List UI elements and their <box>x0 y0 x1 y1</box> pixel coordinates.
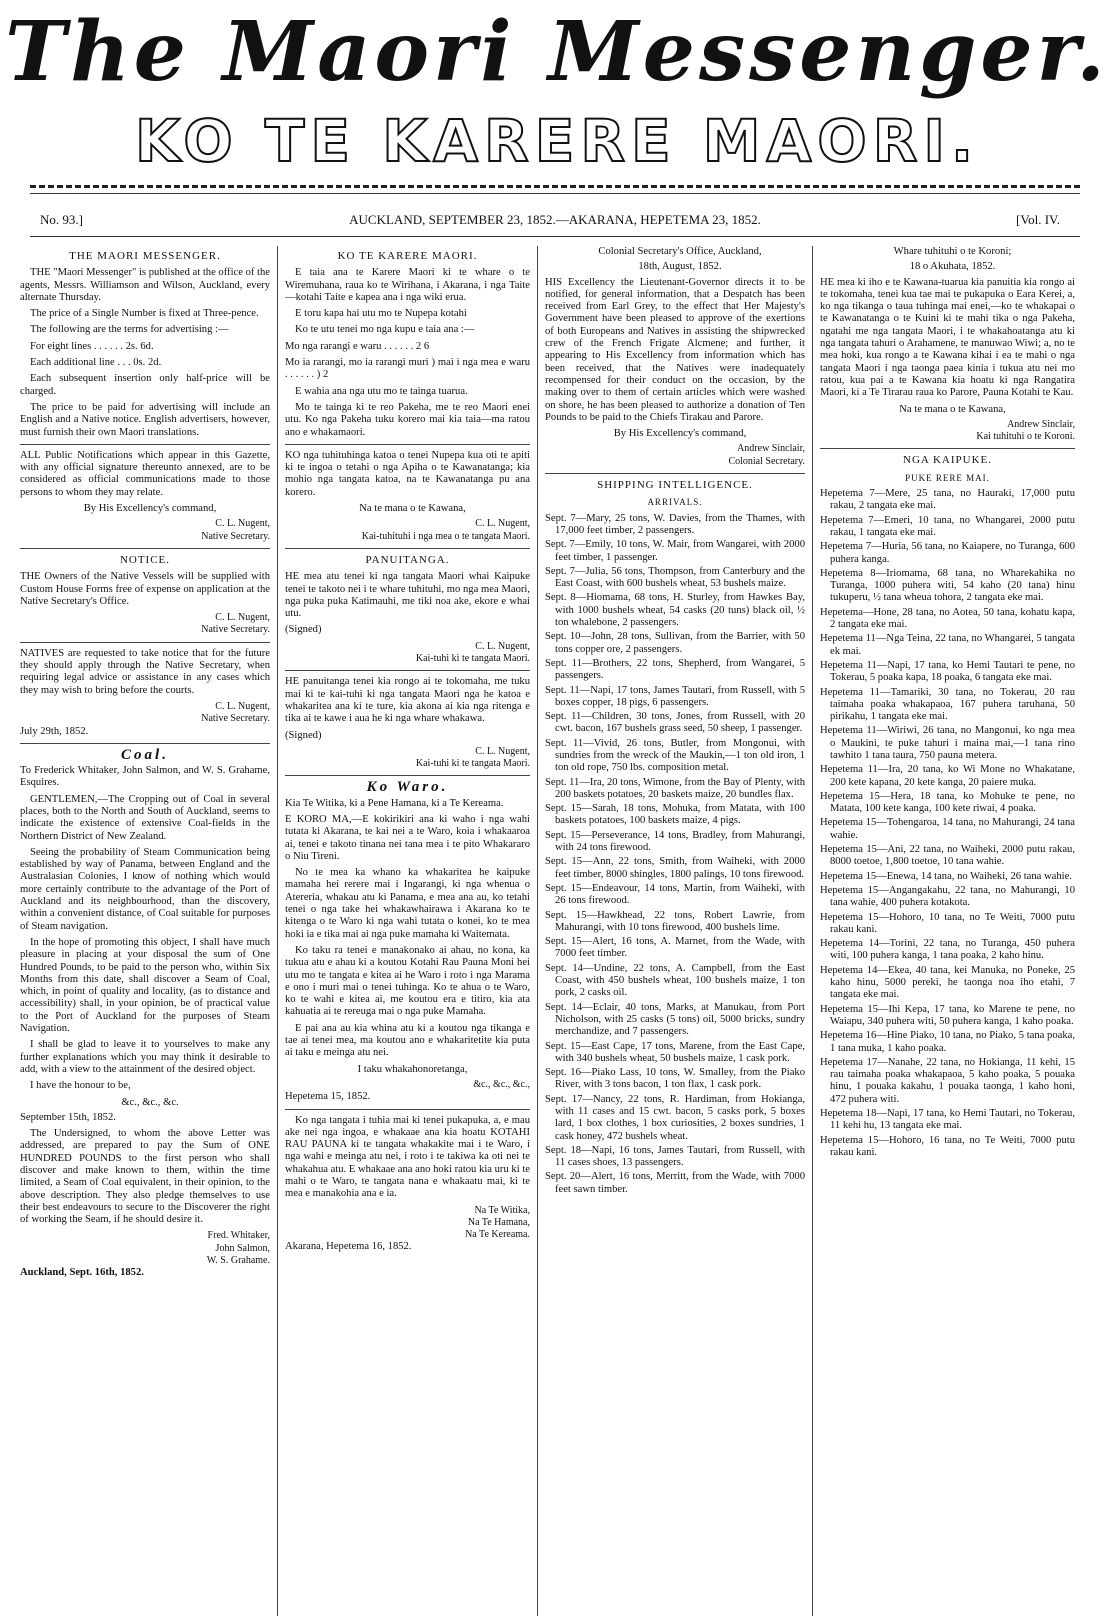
column-2 <box>285 246 530 1618</box>
section-heading: Coal. <box>121 746 169 763</box>
section-heading: PANUITANGA. <box>365 553 450 566</box>
signature-title: Native Secretary. <box>201 713 270 725</box>
column-divider <box>812 246 813 1616</box>
shipping-entry: Sept. 14—Eclair, 40 tons, Marks, at Manukau, from Port Nicholson, with 25 casks (5 tons) oil, 5000 bricks, sundry merchandize, and 7 passengers. <box>545 1001 805 1038</box>
paragraph: E wahia ana nga utu mo te tainga tuarua. <box>295 385 468 397</box>
signature: C. L. Nugent, <box>215 612 270 624</box>
shipping-entry: Hepetema 7—Huria, 56 tana, no Kaiapere, no Turanga, 600 puhera kanga. <box>820 541 1075 565</box>
paragraph: I shall be glad to leave it to yourselves to make any further explanations which you may think it desirable to add, with a view to the attainment of the desired object. <box>20 1039 270 1075</box>
paragraph: No te mea ka whano ka whakaritea he kaipuke mamaha hei rerere mai i Ingarangi, ki nga whenua o Atereria, whakau atu ki Panama, e mea ana au, ko tetahi tenei o nga take hei whakawhairawa i Akarana ko te kitenga o te Waro ki nga wahi tutata o konei, ko te mea hoki ia e tika mai ai nga puke mamaha ki Waitemata. <box>285 867 530 940</box>
shipping-entry: Sept. 17—Nancy, 22 tons, R. Hardiman, from Hokianga, with 11 cases and 15 cwt. bacon, 5 casks pork, 5 boxes lard, 1 box clothes, 1 box curiosities, 2 boxes sundries, 1 cask honey, 472 bushels wheat. <box>545 1093 805 1142</box>
shipping-entry: Hepetema 17—Nanahe, 22 tana, no Hokianga, 11 kehi, 15 rau taimaha poaka whakapaoa, 5 kaho poaka, 5 pouaka hinu, 1 pouaka kakahu, 1 pouaka taonga, 1 kaho honi, 472 puhera witi. <box>820 1056 1075 1105</box>
shipping-entry: Sept. 15—East Cape, 17 tons, Marene, from the East Cape, with 340 bushels wheat, 50 bushels maize, 1 cask pork. <box>545 1040 805 1064</box>
divider <box>20 743 270 744</box>
divider <box>285 1109 530 1110</box>
section-heading: NOTICE. <box>119 553 171 566</box>
signature-title: Native Secretary. <box>201 530 270 542</box>
paragraph: The Undersigned, to whom the above Letter was addressed, are prepared to pay the Sum of ONE HUNDRED POUNDS to the first person who shall discover and make known to them, within the time limited, a Seam of Coal equivalent, in their opinion, to the above description. They also pledge themselves to use their best endeavours to secure to the Discoverer the right of working the Seam, if he should desire it. <box>20 1128 270 1226</box>
column-4 <box>820 246 1075 1618</box>
sub-heading: PUKE RERE MAI. <box>905 472 990 483</box>
section-heading: Ko Waro. <box>366 779 449 796</box>
shipping-entry: Sept. 14—Undine, 22 tons, A. Campbell, from the East Coast, with 450 bushels wheat, 100 bushels maize, 1 ton pork, 2 casks oil. <box>545 962 805 999</box>
shipping-list <box>545 513 805 1196</box>
command-line: By His Excellency's command, <box>83 503 217 515</box>
shipping-entry: Hepetema 15—Ani, 22 tana, no Waiheki, 2000 putu rakau, 8000 toetoe, 1,800 toetoe, 10 tana wahie. <box>820 844 1075 868</box>
signature: C. L. Nugent, <box>475 745 530 757</box>
signature-title: Native Secretary. <box>201 624 270 636</box>
shipping-entry: Hepetema 11—Nga Teina, 22 tana, no Whangarei, 5 tangata ek mai. <box>820 633 1075 657</box>
signature: Na Te Kereama. <box>465 1229 530 1241</box>
notice-date: July 29th, 1852. <box>20 725 89 737</box>
paragraph: THE "Maori Messenger" is published at the office of the agents, Messrs. Williamson and Wilson, Auckland, every alternate Thursday. <box>20 267 270 303</box>
letter-address: Kia Te Witika, ki a Pene Hamana, ki a Te Kereama. <box>285 797 504 809</box>
office-line: Whare tuhituhi o te Koroni; <box>893 246 1012 257</box>
signature: C. L. Nugent, <box>475 640 530 652</box>
divider <box>20 548 270 549</box>
signature: John Salmon, <box>215 1242 270 1254</box>
masthead-rule-thin <box>30 193 1080 194</box>
shipping-entry: Sept. 11—Napi, 17 tons, James Tautari, from Russell, with 5 boxes copper, 18 pigs, 6 passengers. <box>545 684 805 708</box>
rate-line: Each additional line . . . 0s. 2d. <box>30 357 162 369</box>
divider <box>285 775 530 776</box>
signature: Na Te Witika, <box>474 1204 530 1216</box>
masthead-title: The Maori Messenger. <box>5 4 1109 100</box>
shipping-entry: Sept. 11—Brothers, 22 tons, Shepherd, from Wangarei, 5 passengers. <box>545 657 805 682</box>
signature-title: Kai-tuhituhi i nga mea o te tangata Maori. <box>361 530 530 542</box>
shipping-entry: Sept. 10—John, 28 tons, Sullivan, from the Barrier, with 50 tons copper ore, 2 passengers. <box>545 631 805 655</box>
issue-number: No. 93.] <box>40 212 83 227</box>
office-line: Colonial Secretary's Office, Auckland, <box>598 246 762 257</box>
masthead <box>0 4 1114 175</box>
command-line: By His Excellency's command, <box>613 428 747 440</box>
shipping-entry: Sept. 11—Vivid, 26 tons, Butler, from Mongonui, with sundries from the wreck of the Maukin,—1 ton old iron, 1 ton old rope, 750 lbs. composition metal. <box>545 737 805 774</box>
shipping-entry: Sept. 7—Julia, 56 tons, Thompson, from Canterbury and the East Coast, with 600 bushels wheat, 53 bushels maize. <box>545 565 805 590</box>
shipping-entry: Hepetema—Hone, 28 tana, no Aotea, 50 tana, kohatu kapa, 2 tangata eke mai. <box>820 606 1075 631</box>
paragraph: E toru kapa hai utu mo te Nupepa kotahi <box>295 308 467 320</box>
paragraph: I have the honour to be, <box>30 1080 131 1092</box>
signature: C. L. Nugent, <box>215 518 270 530</box>
shipping-entry: Hepetema 14—Ekea, 40 tana, kei Manuka, no Poneke, 25 kaho hinu, 5000 pereki, he taonga noa iho etahi, 7 tangata eke mai. <box>820 964 1075 1001</box>
notice-paragraph: ALL Public Notifications which appear in this Gazette, with any official signature thereunto annexed, are to be considered as official communications made to those persons to whom they may relate. <box>20 449 270 498</box>
signature: Na Te Hamana, <box>467 1216 530 1228</box>
signed-label: (Signed) <box>285 624 322 636</box>
section-heading: KO TE KARERE MAORI. <box>337 250 478 262</box>
shipping-entry: Hepetema 11—Napi, 17 tana, ko Hemi Tautari te pene, no Tokerau, 5 poaka kapa, 18 poaka, 6 tangata eke mai. <box>820 659 1075 684</box>
shipping-entry: Sept. 11—Ira, 20 tons, Wimone, from the Bay of Plenty, with 200 baskets potatoes, 20 baskets maize, 20 bundles flax. <box>545 776 805 800</box>
shipping-entry: Hepetema 11—Wiriwi, 26 tana, no Mangonui, ko nga mea o Maukini, te puke tahuri i maina mai,—1 tana rino tawhito 1 tana taura, 750 pauna metera. <box>820 725 1075 761</box>
paragraph: Seeing the probability of Steam Communication being established by way of Panama, between England and the Australasian Colonies, I know of nothing which would more certainly contribute to the advantage of the Port of Auckland and its neighbourhood, than the discovery, within a convenient distance, of Coal suitable for purposes of Steam navigation. <box>20 846 270 932</box>
column-divider <box>537 246 538 1616</box>
shipping-entry: Sept. 8—Hiomama, 68 tons, H. Sturley, from Hawkes Bay, with 1000 bushels wheat, 54 casks (20 tuns) black oil, ½ ton whalebone, 2 passengers. <box>545 592 805 629</box>
shipping-entry: Sept. 15—Perseverance, 14 tons, Bradley, from Mahurangi, with 24 tons firewood. <box>545 829 805 854</box>
shipping-entry: Sept. 15—Sarah, 18 tons, Mohuka, from Matata, with 100 baskets potatoes, 100 baskets maize, 4 pigs. <box>545 803 805 827</box>
shipping-entry: Hepetema 11—Tamariki, 30 tana, no Tokerau, 20 rau taimaha poaka whakapaoa, 167 puhera taruhana, 50 pirikahu, 1 tangata eke mai. <box>820 686 1075 723</box>
command-line: Na te mana o te Kawana, <box>359 503 466 515</box>
shipping-entry: Hepetema 15—Enewa, 14 tana, no Waiheki, 26 tana wahie. <box>820 870 1072 882</box>
office-date: 18th, August, 1852. <box>638 261 722 273</box>
paragraph: Ko taku ra tenei e manakonako ai ahau, no kona, ka tukua atu e ahau ki a koutou Kotahi Rau Pauna Moni hei utu mo te tangata e kitea ai he Waro i roto i nga Marama e ono i muri mai o tenei tuhinga. Ko te ahua o te Waro, ko te wahi e kitea ai, me koutou era e titiro, kia ata kahuatia ai te rereuga mai o nga puke Mamaha. <box>285 944 530 1018</box>
shipping-entry: Hepetema 18—Napi, 17 tana, ko Hemi Tautari, no Tokerau, 11 kehi hu, 13 tangata eke mai. <box>820 1108 1075 1132</box>
column-3 <box>545 246 805 1618</box>
rate-line: For eight lines . . . . . . 2s. 6d. <box>30 340 154 352</box>
masthead-subtitle: KO TE KARERE MAORI. <box>135 107 979 175</box>
shipping-entry: Hepetema 15—Hohoro, 10 tana, no Te Weiti, 7000 putu rakau kani. <box>820 911 1075 935</box>
section-heading: NGA KAIPUKE. <box>903 454 992 467</box>
divider <box>545 473 805 474</box>
shipping-entry: Hepetema 15—Tohengaroa, 14 tana, no Mahurangi, 24 tana wahie. <box>820 817 1075 841</box>
paragraph: E pai ana au kia whina atu ki a koutou nga tikanga e tae ai tenei mea, ma koutou ano e whakaritetite kia puta ai taku e meinga atu nei. <box>285 1022 530 1059</box>
notice-paragraph: NATIVES are requested to take notice that for the future they should apply through the Native Secretary, when requiring legal advice or assistance in any cases which they may wish to bring before the courts. <box>20 647 270 696</box>
place-date: Akarana, Hepetema 16, 1852. <box>285 1241 412 1253</box>
paragraph: The price of a Single Number is fixed at Three-pence. <box>30 308 259 320</box>
shipping-entry: Hepetema 15—Ihi Kepa, 17 tana, ko Marene te pene, no Waiapu, 340 puhera witi, 50 puhera kanga, 1 kaho poaka. <box>820 1003 1075 1027</box>
paragraph: E taia ana te Karere Maori ki te whare o te Wiremuhana, raua ko te Wirihana, i Akarana, i nga Taite—kotahi Taite e kapea ana i nga wiki erua. <box>285 267 530 303</box>
masthead-rule <box>30 185 1080 188</box>
signature-title: Kai-tuhi ki te tangata Maori. <box>415 758 530 770</box>
shipping-entry: Sept. 16—Piako Lass, 10 tons, W. Smalley, from the Piako River, with 3 tons bacon, 1 ton flax, 1 cask pork. <box>545 1067 805 1091</box>
shipping-entry: Hepetema 8—Iriomama, 68 tana, no Wharekahika no Turanga, 1000 puhera witi, 54 kaho (20 tana) hinu tukuperu, ½ tana wheua tohora, 2 tangata eke mai. <box>820 567 1075 604</box>
command-line: Na te mana o te Kawana, <box>899 403 1006 415</box>
etc-line: &c., &c., &c., <box>473 1078 530 1090</box>
shipping-entry: Hepetema 11—Ira, 20 tana, ko Wi Mone no Whakatane, 200 kete kapana, 20 kete kanga, 20 paiere muka. <box>820 764 1075 788</box>
shipping-entry: Sept. 7—Emily, 10 tons, W. Mair, from Wangarei, with 2000 feet timber, 1 passenger. <box>545 539 805 563</box>
shipping-entry: Sept. 15—Alert, 16 tons, A. Marnet, from the Wade, with 7000 feet timber. <box>545 936 805 960</box>
divider <box>20 642 270 643</box>
shipping-entry: Sept. 15—Endeavour, 14 tons, Martin, from Waiheki, with 26 tons firewood. <box>545 882 805 907</box>
rate-line: Mo ia rarangi, mo ia rarangi muri ) mai i nga mea e waru . . . . . . ) 2 <box>285 357 530 381</box>
paragraph: Ko nga tangata i tuhia mai ki tenei pukapuka, a, e mau ake nei nga ingoa, e whakaae ana kia hoatu KOTAHI RAU PAUNA ki te tangata whakakite mai i te Waro, i nga wahi e meinga atu nei, i roto i te takiwa ka oti nei te whakahua atu. E whakaae ana ano hoki ratou kia uru ki te mahi o te Waro, te tangata nana e whakaatu mai, ki te mea e manakohia ana e ia. <box>285 1114 530 1200</box>
signature: Andrew Sinclair, <box>737 443 805 455</box>
divider <box>285 548 530 549</box>
notice-paragraph: HE mea ki iho e te Kawana-tuarua kia panuitia kia rongo ai te tokomaha, tenei kua tae mai te pukapuka o Eara Kerei, a, ko nga tikanga o taua tuhinga mai enei,—ko te whakapai o te Kawanatanga o te Kuini ki te mahi tika o nga Pakeha, ngatahi me nga tangata Maori, i te whakahoatanga atu ki nga tangata tahuri o Arahamene, te manuwao Wiwi; a, no te mea hoki, kua rongo a te Kawana kihai i ea te mahi o nga tangata Maori i nga taonga paea kinia i tukua atu nei mo ratou, kua pai a te Kawana kia hoatu ki nga Rangatira Maori, ki a Te Tirarau raua ko Parore, Pauna Kotahi te Kau. <box>820 276 1075 399</box>
signature: Fred. Whitaker, <box>207 1230 270 1242</box>
paragraph: I taku whakahonoretanga, <box>357 1063 468 1075</box>
column-divider <box>277 246 278 1616</box>
shipping-entry: Hepetema 15—Hera, 18 tana, ko Mohuke te pene, no Matata, 100 kete kanga, 100 kete riwai, 4 poaka. <box>820 790 1075 815</box>
sub-heading: ARRIVALS. <box>647 497 703 508</box>
signature: C. L. Nugent, <box>215 700 270 712</box>
office-date: 18 o Akuhata, 1852. <box>909 261 996 273</box>
volume-number: [Vol. IV. <box>1016 212 1060 227</box>
letter-date: Hepetema 15, 1852. <box>285 1091 371 1103</box>
signature-title: Kai tuhituhi o te Koroni. <box>976 431 1075 443</box>
paragraph: The price to be paid for advertising will include an English and a Native notice. English advertisers, however, must furnish their own Maori translations. <box>20 401 270 438</box>
signed-label: (Signed) <box>285 729 322 741</box>
divider <box>285 670 530 671</box>
shipping-entry: Hepetema 15—Angangakahu, 22 tana, no Mahurangi, 10 tana wahie, 400 puhera kotakota. <box>820 884 1075 909</box>
shipping-entry: Hepetema 15—Hohoro, 16 tana, no Te Weiti, 7000 putu rakau kani. <box>820 1134 1075 1158</box>
rate-line: Mo nga rarangi e waru . . . . . . 2 6 <box>285 340 430 352</box>
signature: W. S. Grahame. <box>206 1255 270 1267</box>
notice-paragraph: THE Owners of the Native Vessels will be supplied with Custom House Forms free of expense on application at the Native Secretary's Office. <box>20 571 270 607</box>
shipping-entry: Sept. 18—Napi, 16 tons, James Tautari, from Russell, with 11 cases shoes, 13 passengers. <box>545 1144 805 1169</box>
shipping-entry: Hepetema 7—Emeri, 10 tana, no Whangarei, 2000 putu rakau, 1 tangata eke mai. <box>820 514 1075 538</box>
etc-line: &c., &c., &c. <box>121 1096 179 1108</box>
signature: Andrew Sinclair, <box>1007 418 1075 430</box>
signature-title: Colonial Secretary. <box>728 455 805 467</box>
notice-paragraph: KO nga tuhituhinga katoa o tenei Nupepa kua oti te apiti ki te ingoa o tetahi o nga Apiha o te Kawanatanga; kia mohio nga tangata katoa, na te Kawanatanga pu ana korero. <box>285 449 530 498</box>
shipping-entry: Sept. 20—Alert, 16 tons, Merritt, from the Wade, with 7000 feet sawn timber. <box>545 1171 805 1195</box>
issue-date: AUCKLAND, SEPTEMBER 23, 1852.—AKARANA, HEPETEMA 23, 1852. <box>349 212 761 227</box>
letter-date: September 15th, 1852. <box>20 1111 116 1123</box>
paragraph: GENTLEMEN,—The Cropping out of Coal in several places, both to the North and South of Auckland, seems to indicate the existence of extensive Coal-fields in the Northern District of New Zealand. <box>20 793 270 842</box>
divider <box>285 444 530 445</box>
shipping-entry: Sept. 7—Mary, 25 tons, W. Davies, from the Thames, with 17,000 feet timber, 2 passengers. <box>545 512 805 536</box>
paragraph: E KORO MA,—E kokirikiri ana ki waho i nga wahi tutata ki Akarana, te kai nei a te Waro, koia i whakaaroa ai, tenei e takoto tinana nei tana mea i te pito Whakararo o Niu Tireni. <box>285 813 530 862</box>
signature-title: Kai-tuhi ki te tangata Maori. <box>415 653 530 665</box>
section-heading: THE MAORI MESSENGER. <box>69 250 221 262</box>
shipping-entry: Sept. 11—Children, 30 tons, Jones, from Russell, with 20 cwt. bacon, 167 bushels grass seed, 50 sheep, 1 passenger. <box>545 711 805 735</box>
place-date: Auckland, Sept. 16th, 1852. <box>20 1267 144 1279</box>
shipping-entry: Sept. 15—Hawkhead, 22 tons, Robert Lawrie, from Mahurangi, with 10 tons firewood, 400 bushels lime. <box>545 909 805 933</box>
paragraph: Ko te utu tenei mo nga kupu e taia ana :— <box>295 324 475 336</box>
paragraph: In the hope of promoting this object, I shall have much pleasure in placing at your disposal the sum of One Hundred Pounds, to be paid to the person who, within Six Months from this date, shall discover a Seam of Coal, which, in point of quality and locality, (as to distance and accessibility) shall, in your opinion, be of practical value to the Port of Auckland for the purposes of Steam Navigation. <box>20 936 270 1035</box>
notice-paragraph: HE mea atu tenei ki nga tangata Maori whai Kaipuke tenei te takoto nei i te whare tuhituhi, mo nga mea Maori, nga puka puka Katimauhi, me tiki noa ake, ekore e whai utu. <box>285 571 530 620</box>
shipping-entry: Sept. 15—Ann, 22 tons, Smith, from Waiheki, with 2000 feet timber, 8000 shingles, 1800 palings, 10 tons firewood. <box>545 856 805 880</box>
divider <box>20 444 270 445</box>
notice-paragraph: HE panuitanga tenei kia rongo ai te tokomaha, me tuku mai ki te kai-tuhi ki nga tangata Maori nga he katoa e whakaritea ana ki te ture, kia akona ai kia nga ritenga e tika ai te kawe i aua he ki nga whare whakawa. <box>285 676 530 725</box>
shipping-list <box>820 488 1075 1159</box>
shipping-entry: Hepetema 16—Hine Piako, 10 tana, no Piako, 5 tana poaka, 1 tana muka, 1 kaho poaka. <box>820 1030 1075 1054</box>
paragraph: The following are the terms for advertising :— <box>30 324 229 336</box>
section-heading: SHIPPING INTELLIGENCE. <box>597 479 753 492</box>
divider <box>820 448 1075 449</box>
paragraph: Mo te tainga ki te reo Pakeha, me te reo Maori enei utu. Ko nga Pakeha tuku korero mai kia taia—ma ratou ano e whakamaori. <box>285 401 530 438</box>
column-1 <box>20 246 270 1618</box>
letter-address: To Frederick Whitaker, John Salmon, and W. S. Grahame, Esquires. <box>20 765 270 789</box>
signature: C. L. Nugent, <box>475 518 530 530</box>
notice-paragraph: HIS Excellency the Lieutenant-Governor directs it to be notified, for general information, that a Despatch has been received from Earl Grey, to the effect that Her Majesty's Government have been pleased to approve of the exertions of both Europeans and Natives in assisting the shipwrecked crew of the French Frigate Alcmene; and further, it appearing to His Excellency from information which has been received, that the Natives were inadequately recompensed for their conduct on the occasion, by the making over to them of certain articles which were washed on shore, he has been pleased to authorize a donation of Ten Pounds to be paid to the Chiefs Tirakau and Parore. <box>545 276 805 423</box>
shipping-entry: Hepetema 7—Mere, 25 tana, no Hauraki, 17,000 putu rakau, 2 tangata eke mai. <box>820 488 1075 512</box>
shipping-entry: Hepetema 14—Torini, 22 tana, no Turanga, 450 puhera witi, 100 puhera kanga, 1 tana poaka, 2 kaho hinu. <box>820 938 1075 962</box>
paragraph: Each subsequent insertion only half-price will be charged. <box>20 373 270 397</box>
dateline-rule <box>30 236 1080 237</box>
